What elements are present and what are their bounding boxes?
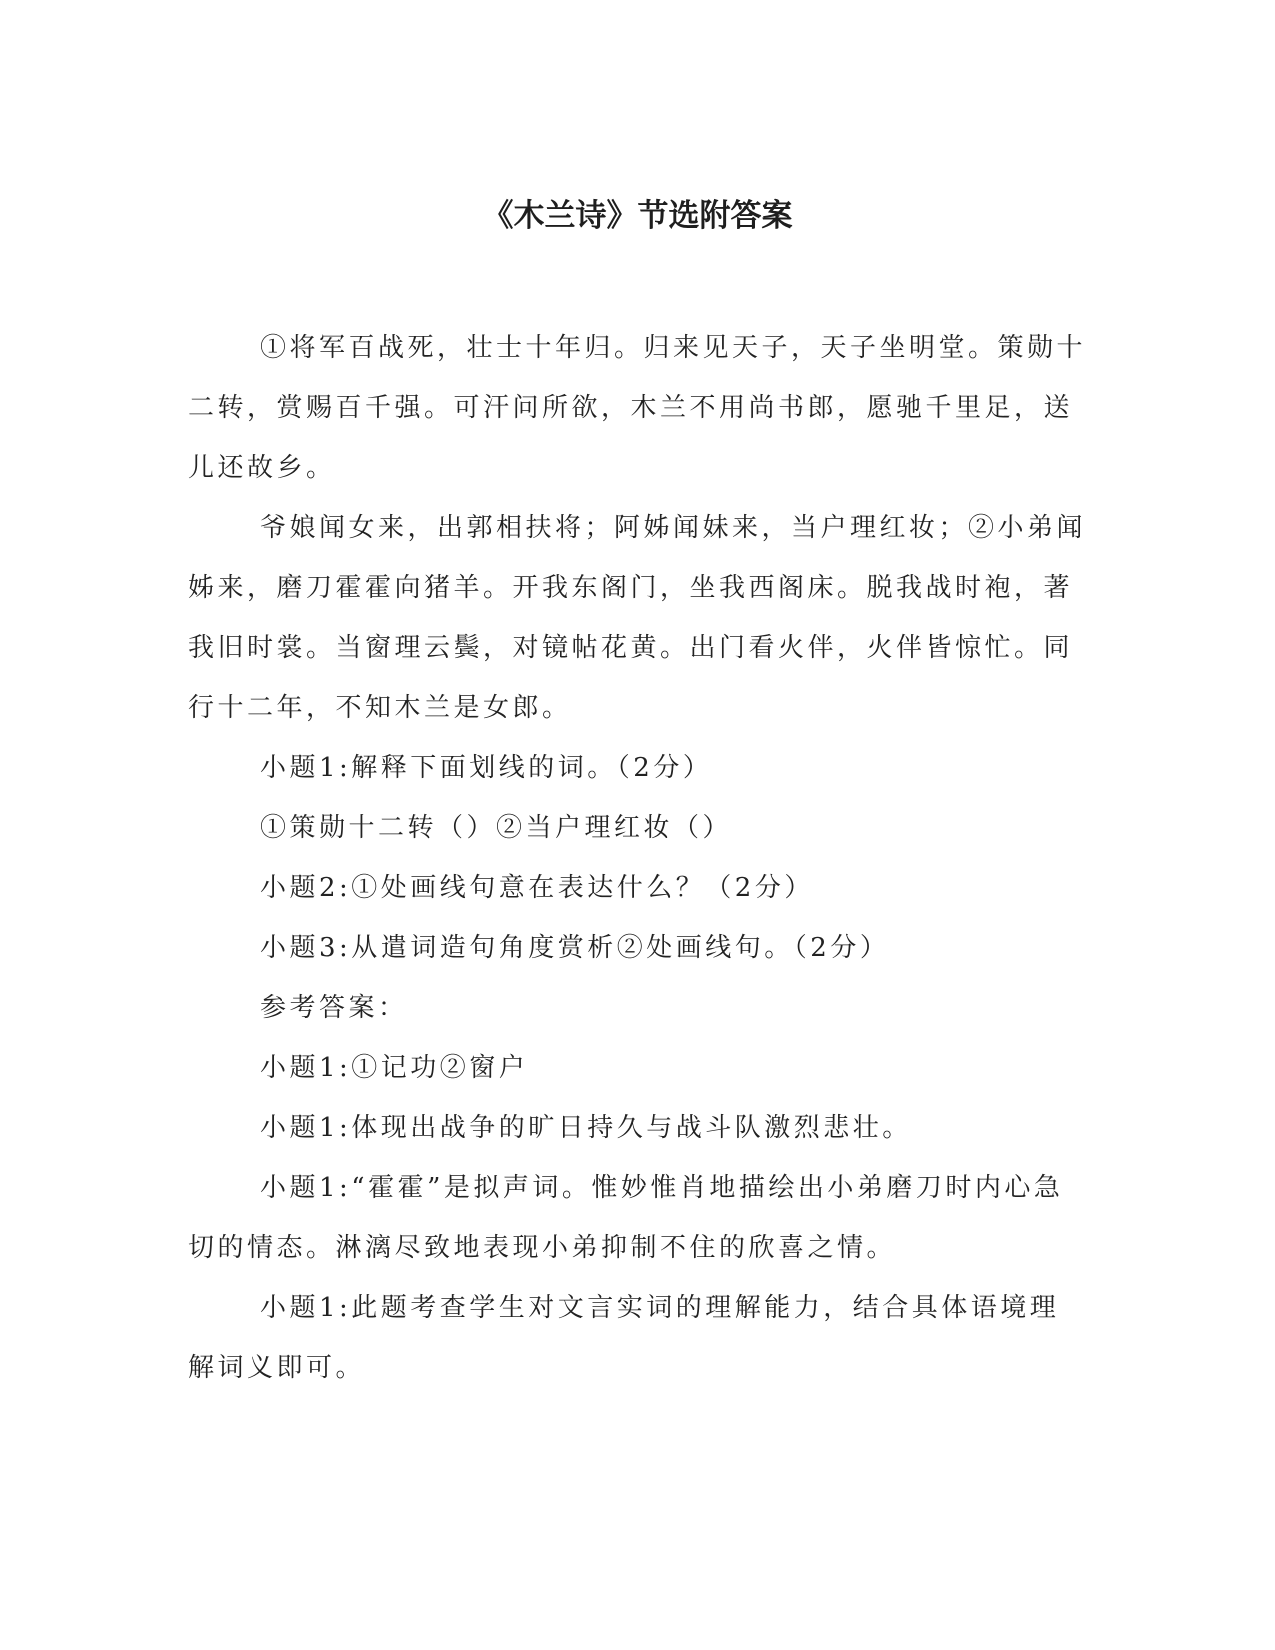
document-title: 《木兰诗》节选附答案: [482, 198, 793, 234]
poem-paragraph-2: 爷娘闻女来，出郭相扶将；阿姊闻妹来，当户理红妆；②小弟闻姊来，磨刀霍霍向猪羊。开我东阁门，坐我西阁床。脱我战时袍，著我旧时裳。当窗理云鬓，对镜帖花黄。出门看火伴，火伴皆惊忙。同行十二年，不知木兰是女郎。: [188, 513, 1087, 723]
poem-paragraph-1: ①将军百战死，壮士十年归。归来见天子，天子坐明堂。策勋十二转，赏赐百千强。可汗问所欲，木兰不用尚书郎，愿驰千里足，送儿还故乡。: [188, 333, 1087, 483]
answer-1: 小题1:①记功②窗户: [260, 1053, 529, 1083]
question-1: 小题1:解释下面划线的词。（2分）: [260, 753, 713, 783]
answers-heading: 参考答案：: [260, 993, 408, 1023]
question-2: 小题2:①处画线句意在表达什么？（2分）: [260, 873, 814, 903]
document-body: [188, 318, 1088, 1398]
question-1-items: ①策勋十二转（）②当户理红妆（）: [260, 813, 733, 843]
answer-3: 小题1:“霍霍”是拟声词。惟妙惟肖地描绘出小弟磨刀时内心急切的情态。淋漓尽致地表现小弟抑制不住的欣喜之情。: [188, 1173, 1064, 1263]
answer-explanation: 小题1:此题考查学生对文言实词的理解能力，结合具体语境理解词义即可。: [188, 1293, 1060, 1383]
question-3: 小题3:从遣词造句角度赏析②处画线句。（2分）: [260, 933, 890, 963]
answer-2: 小题1:体现出战争的旷日持久与战斗队激烈悲壮。: [260, 1113, 912, 1143]
